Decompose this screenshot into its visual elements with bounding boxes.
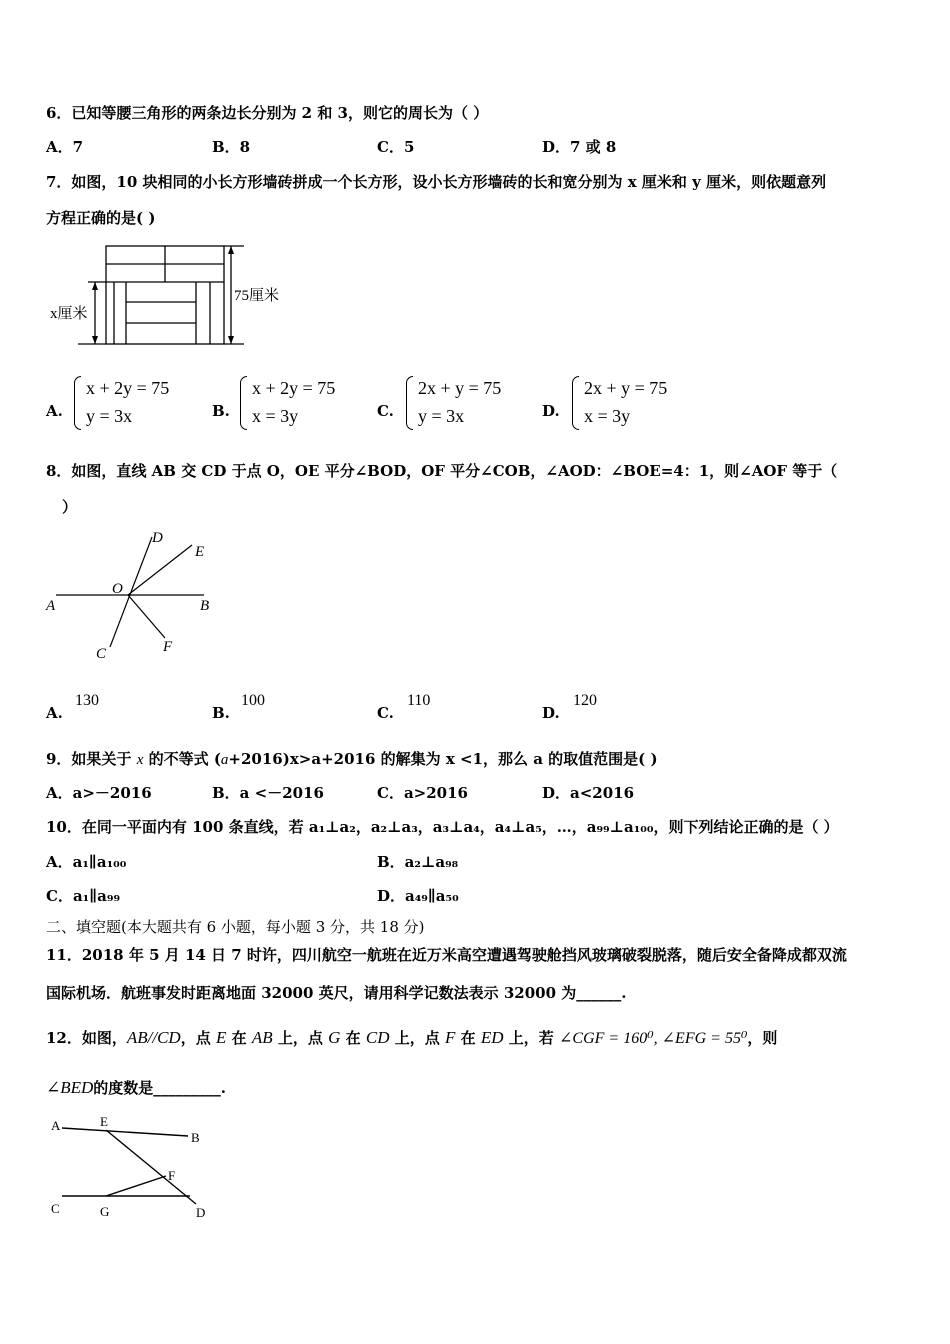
q12-line2-text: 的度数是_________. [93,1079,227,1097]
q8-option-a-letter: A. [46,704,63,722]
q12-line2-math: ∠BED [46,1078,94,1097]
q12-stem-line1 [46,1028,777,1049]
q7-stem-line2: 方程正确的是( ) [46,209,156,227]
q8-angle-figure [44,525,224,665]
q7-stem-line1: 7．如图，10 块相同的小长方形墙砖拼成一个长方形，设小长方形墙砖的长和宽分别为 x 厘米和 y 厘米，则依题意列 [46,173,827,191]
q9-option-c: C．a>2016 [377,784,468,802]
q8-option-a-value: 130 [75,692,99,709]
q9-stem-prefix: 9．如果关于 [46,750,132,768]
q12-m1: AB//CD [126,1028,181,1047]
q12-label-a: A [51,1118,61,1133]
q11-line1: 11．2018 年 5 月 14 日 7 时许，四川航空一航班在近万米高空遭遇驾驶舱挡风玻璃破裂脱落，随后安全备降成都双流 [46,946,847,964]
q8-option-d-letter: D. [542,704,560,722]
q9-stem [46,749,658,770]
q12-parallel-figure [48,1112,223,1227]
q12-m6: F [444,1028,456,1047]
q7-option-a-letter: A. [46,402,63,420]
q8-option-b-letter: B. [212,704,230,722]
q12-label-d: D [196,1205,206,1220]
q6-option-b: B．8 [212,138,251,156]
q6-option-d: D．7 或 8 [542,138,617,156]
q12-p5: 在 [345,1029,361,1047]
q7-option-a-system [86,374,169,430]
q12-label-e: E [100,1114,108,1129]
q12-p9: ，则 [747,1029,778,1047]
q12-label-g: G [100,1204,110,1219]
q9-stem-a: a [220,752,229,768]
q8-label-o: O [112,581,123,597]
q12-m8: ∠CGF = 160⁰, ∠EFG = 55⁰ [559,1030,748,1047]
q8-label-e: E [195,544,205,560]
q7-option-d-eq2: x = 3y [584,406,631,426]
q8-stem-line1: 8．如图，直线 AB 交 CD 于点 O，OE 平分∠BOD，OF 平分∠COB，∠AOD：∠BOE=4：1，则∠AOF 等于（ [46,462,838,480]
q7-option-b-eq2: x = 3y [252,406,299,426]
q7-option-c-eq2: y = 3x [418,406,465,426]
q7-brick-figure [48,240,298,355]
q7-option-a-eq2: y = 3x [86,406,133,426]
q8-label-c: C [96,646,107,662]
q7-option-d-eq1: 2x + y = 75 [584,378,668,398]
q9-stem-mid: 的不等式 ( [148,750,221,768]
q7-option-d-system [584,374,667,430]
q9-stem-rest: +2016)x>a+2016 的解集为 x <1，那么 a 的取值范围是( ) [228,750,658,768]
q8-label-a: A [46,598,56,614]
q12-label-b: B [191,1130,200,1145]
q8-option-b-value: 100 [241,692,265,709]
q8-option-d-value: 120 [573,692,597,709]
q7-option-c-letter: C. [377,402,394,420]
q12-p2: ，点 [180,1029,211,1047]
q9-option-a: A．a>－2016 [46,784,152,802]
section2-title: 二、填空题(本大题共有 6 小题，每小题 3 分，共 18 分) [46,918,425,936]
q8-label-d: D [152,530,163,546]
q12-m2: E [215,1028,227,1047]
q7-option-c-system [418,374,501,430]
q8-label-b: B [200,598,210,614]
q12-label-c: C [51,1201,60,1216]
q12-m4: G [328,1028,341,1047]
q10-stem: 10．在同一平面内有 100 条直线，若 a₁⊥a₂，a₂⊥a₃，a₃⊥a₄，a₄⊥a₅，…，a₉₉⊥a₁₀₀，则下列结论正确的是（ ） [46,818,839,836]
q8-option-c-value: 110 [407,692,431,709]
q6-option-c: C．5 [377,138,415,156]
q7-option-b-letter: B. [212,402,230,420]
q7-fig-left-label: x厘米 [50,306,88,322]
q12-m3: AB [251,1028,273,1047]
q12-p8: 上，若 [508,1029,554,1047]
q12-p4: 上，点 [277,1029,323,1047]
q12-stem-line2 [46,1078,226,1098]
q6-option-a: A．7 [46,138,84,156]
q12-label-f: F [168,1168,176,1183]
q9-option-b: B．a <－2016 [212,784,324,802]
q10-option-a: A．a₁∥a₁₀₀ [46,853,127,871]
q12-m7: ED [480,1028,504,1047]
q12-m5: CD [365,1028,390,1047]
q7-option-b-eq1: x + 2y = 75 [252,378,336,398]
q7-fig-right-label: 75厘米 [234,288,280,304]
q7-option-d-letter: D. [542,402,560,420]
q7-option-a-eq1: x + 2y = 75 [86,378,170,398]
q8-option-c-letter: C. [377,704,394,722]
q9-option-d: D．a<2016 [542,784,635,802]
q12-p6: 上，点 [394,1029,440,1047]
q11-line2: 国际机场．航班事发时距离地面 32000 英尺，请用科学记数法表示 32000 为______. [46,984,627,1002]
q6-stem: 6．已知等腰三角形的两条边长分别为 2 和 3，则它的周长为（ ） [46,104,489,122]
q12-p3: 在 [231,1029,247,1047]
q12-p7: 在 [460,1029,476,1047]
q7-option-b-system [252,374,335,430]
q10-option-b: B．a₂⊥a₉₈ [377,853,459,871]
q10-option-d: D．a₄₉∥a₅₀ [377,887,459,905]
q10-option-c: C．a₁∥a₉₉ [46,887,121,905]
q7-option-c-eq1: 2x + y = 75 [418,378,502,398]
q12-p1: 12．如图， [46,1029,127,1047]
q8-stem-line2: ） [62,498,78,516]
q8-label-f: F [163,639,173,655]
q9-stem-x: x [136,752,144,768]
